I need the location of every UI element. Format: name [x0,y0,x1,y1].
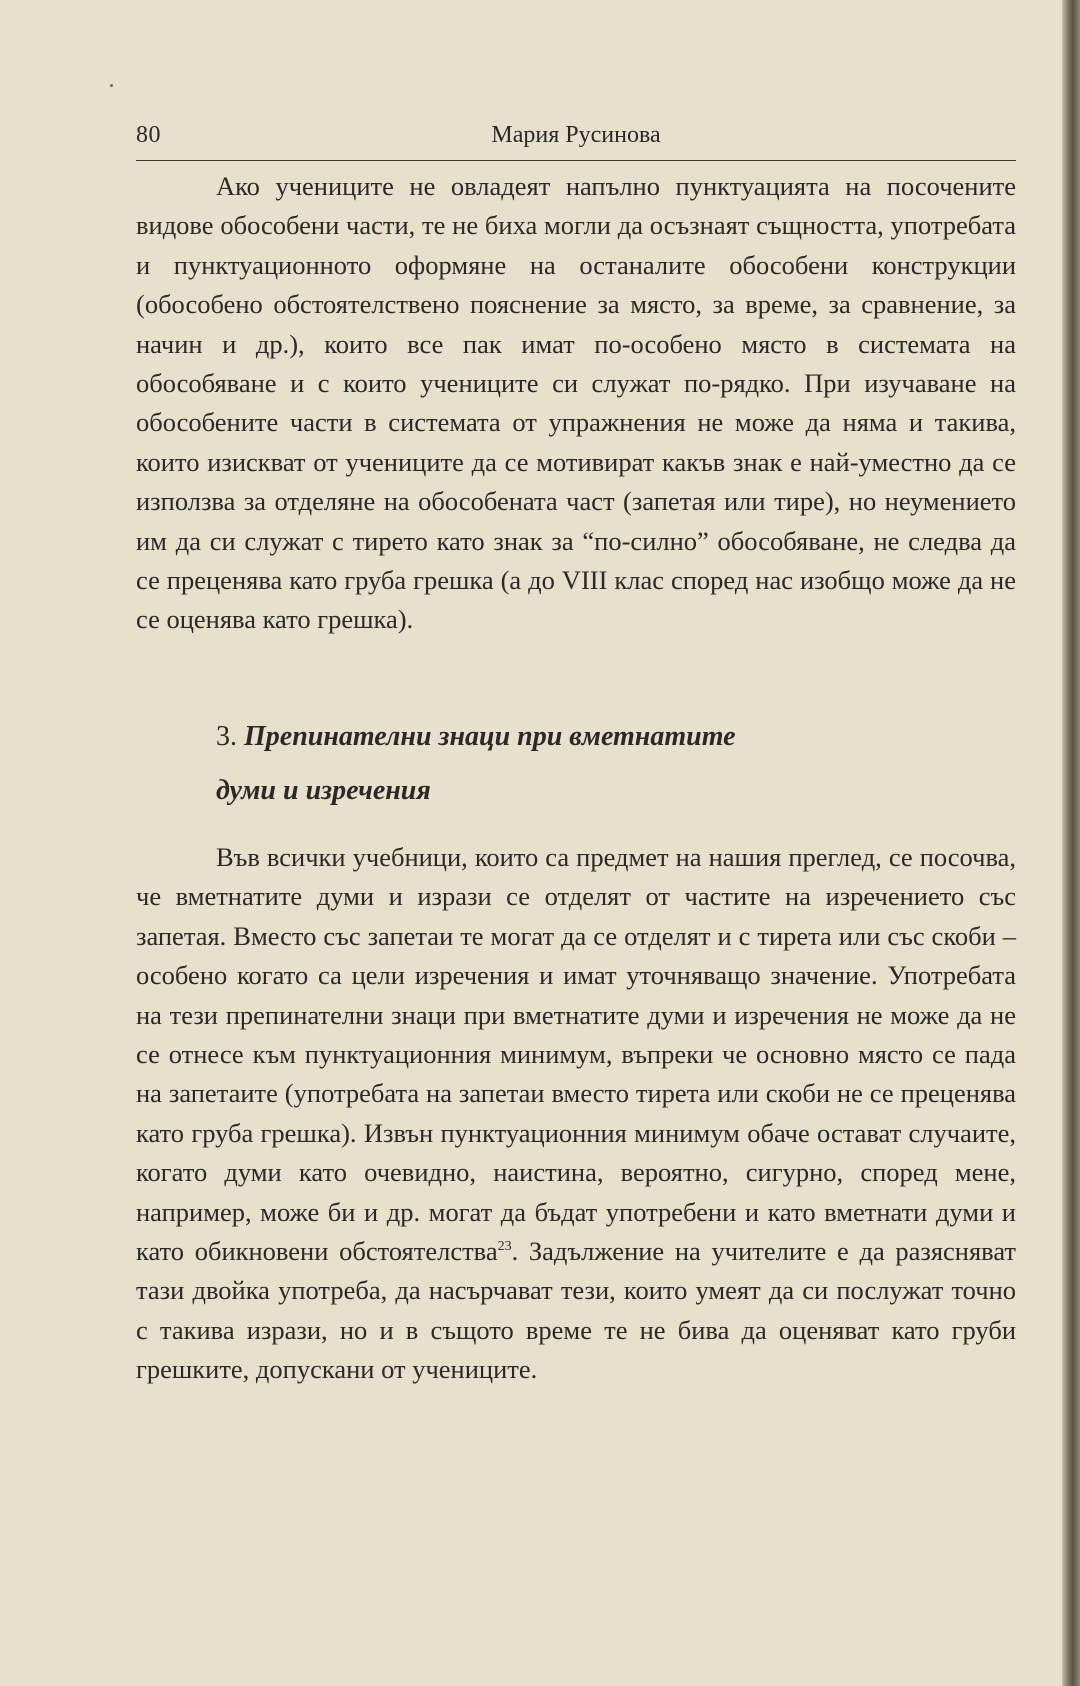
book-page-edge [1062,0,1080,1686]
section-heading [216,710,976,818]
page-number: 80 [136,122,161,148]
page-header [136,120,1016,161]
paragraph-2 [136,838,1016,1390]
paragraph-2-text-end: . Задължение на учителите е да разясняват тази двойка употреба, да насърчават тези, които умеят да си послужат точно с такива изрази, но и в същото време те не бива да оценяват като груби грешките, допускани от учениците. [136,1236,1017,1385]
footnote-reference: 23 [497,1239,512,1255]
paragraph-1: Ако учениците не овладеят напълно пунктуацията на посочените видове обособени части, те не биха могли да осъзнаят същността, употребата и пунктуационното оформяне на останалите обособени конструкции (обособено обстоятелствено пояснение за място, за време, за сравнение, за начин и др.), които все пак имат по-особено място в системата на обособяване и с които учениците си служат по-рядко. При изучаване на обособените части в системата от упражнения не може да няма и такива, които изискват от учениците да се мотивират какъв знак е най-уместно да се използва за отделяне на обособената част (запетая или тире), но неумението им да си служат с тирето като знак за “по-силно” обособяване, не следва да се преценява като груба грешка (а до VIII клас според нас изобщо може да не се оценява като грешка). [136,171,1016,635]
section-title-line-2: думи и изречения [216,775,431,806]
running-head-author: Мария Русинова [491,122,661,148]
paper-speck [110,84,113,87]
paragraph-2-text-start: Във всички учебници, които са предмет на нашия преглед, се посочва, че вметнатите думи и изрази се отделят от частите на изречението със запетая. Вместо със запетаи те могат да се отделят и с тирета или със скоби – особено когато са цели изречения и имат уточняващо значение. Употребата на тези препинателни знаци при вметнатите думи и изречения не може да не се отнесе към пунктуационния минимум, въпреки че основно място се пада на запетаите (употребата на запетаи вместо тирета или скоби не се преценява като груба грешка). Извън пунктуационния минимум обаче остават случаите, когато думи като очевидно, наистина, вероятно, сигурно, според мене, например, може би и др. могат да бъдат употребени и като вметнати думи и като обикновени обстоятелства [136,842,1016,1267]
section-title-line-1: Препинателни знаци при вметнатите [244,721,736,752]
section-number: 3. [216,721,237,752]
